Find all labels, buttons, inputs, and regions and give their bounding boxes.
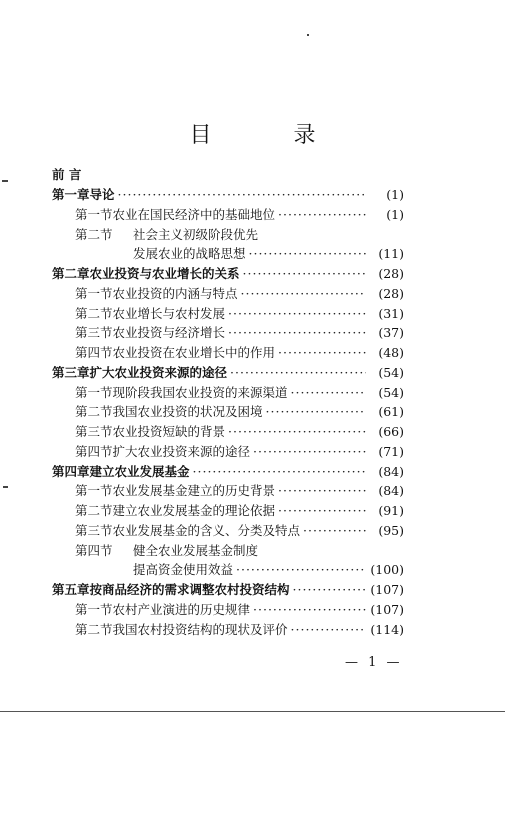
toc-page-number: (37) [378,325,404,341]
toc-section-entry [75,385,404,401]
toc-dot-leader [253,444,366,460]
toc-entry-continuation [133,246,404,262]
toc-entry-title: 建立农业发展基金 [89,463,190,479]
toc-entry-title: 农业投资在农业增长中的作用 [112,345,276,360]
toc-dot-leader [266,404,366,420]
toc-entry-label: 第一节 [75,483,113,499]
toc-page-number: (95) [378,522,404,538]
toc-page-number: (48) [378,345,404,360]
toc-dot-leader [253,602,366,618]
toc-chapter-entry [52,464,404,480]
toc-chapter-entry [52,266,404,282]
toc-page-number: (107) [370,582,404,597]
toc-entry-title: 农村产业演进的历史规律 [112,601,251,617]
page-title: 目 录 [189,123,346,148]
toc-entry-label: 第二节 [75,621,113,637]
toc-dot-leader [278,207,366,223]
toc-dot-leader [278,483,366,499]
toc-entry-title: 现阶段我国农业投资的来源渠道 [112,384,288,400]
toc-section-entry [75,227,404,243]
toc-entry-label: 第一章 [52,187,90,202]
toc-page-number: (84) [378,483,404,499]
toc-entry-title: 农业投资与农业增长的关系 [89,266,240,281]
toc-entry-continuation [133,562,404,578]
toc-page-number: (66) [378,424,404,439]
toc-entry-title: 扩大农业投资来源的途径 [112,443,251,459]
toc-entry-title: 农业发展基金的含义、分类及特点 [112,522,301,538]
toc-section-entry [75,503,404,519]
toc-entry-label: 第一节 [75,384,113,400]
toc-dot-leader [293,582,366,598]
toc-entry-label: 第五章 [52,582,90,597]
toc-section-entry [75,207,404,223]
toc-dot-leader [228,325,366,341]
toc-dot-leader [230,365,366,381]
toc-dot-leader [118,187,366,203]
toc-dot-leader [193,464,366,480]
toc-entry-label: 第四节 [75,345,113,360]
toc-page-number: (84) [378,463,404,479]
toc-section-entry [75,424,404,440]
toc-page-number: (1) [386,187,404,202]
toc-entry-label: 第四章 [52,463,90,479]
toc-entry-label: 第一节 [75,601,113,617]
toc-page-number: (11) [378,246,404,262]
toc-entry-label: 第二节 [75,503,113,518]
toc-section-entry [75,345,404,361]
toc-entry-label: 第三节 [75,522,113,538]
toc-dot-leader [236,562,366,578]
toc-section-entry [75,444,404,460]
toc-entry-title: 导论 [89,187,115,202]
toc-section-entry [75,286,404,302]
toc-section-entry [75,325,404,341]
toc-entry-title: 健全农业发展基金制度 [133,542,259,558]
toc-entry-label: 第二章 [52,266,90,281]
toc-dot-leader [243,266,366,282]
toc-section-entry [75,404,404,420]
bottom-rule [0,711,505,712]
toc-entry-label: 第四节 [75,443,113,459]
toc-page-number: (54) [378,384,404,400]
toc-dot-leader [228,306,366,322]
toc-page-number: (28) [378,285,404,301]
scan-mark [3,486,8,488]
toc-page-number: (114) [370,621,404,637]
toc-entry-title: 我国农村投资结构的现状及评价 [112,621,288,637]
toc-chapter-entry [52,582,404,598]
toc-dot-leader [228,424,366,440]
toc-entry-label: 第三章 [52,364,90,380]
toc-entry-label: 第二节 [75,226,113,242]
page-number: — 1 — [345,655,403,670]
toc-section-entry [75,622,404,638]
toc-entry-title: 我国农业投资的状况及困境 [112,404,263,420]
toc-entry-title: 农业投资的内涵与特点 [112,285,238,301]
toc-entry-title: 发展农业的战略思想 [133,246,246,262]
toc-page-number: (61) [378,404,404,420]
toc-page-number: (91) [378,503,404,518]
toc-entry-label: 第三节 [75,424,113,439]
toc-section-entry [75,523,404,539]
toc-entry-title: 农业发展基金建立的历史背景 [112,483,276,499]
toc-dot-leader [291,622,366,638]
toc-section-entry [75,306,404,322]
toc-page-number: (107) [370,601,404,617]
toc-page-number: (1) [386,206,404,222]
toc-chapter-entry [52,365,404,381]
toc-entry-label: 第三节 [75,325,113,341]
toc-dot-leader [241,286,366,302]
preface-entry [52,167,81,183]
toc-chapter-entry [52,187,404,203]
scan-mark [307,34,309,36]
toc-dot-leader [291,385,366,401]
toc-entry-label: 第二节 [75,305,113,321]
scan-mark [2,180,8,182]
toc-page-number: (71) [378,443,404,459]
toc-section-entry [75,543,404,559]
toc-dot-leader [278,503,366,519]
toc-entry-title: 建立农业发展基金的理论依据 [112,503,276,518]
toc-page-number: (28) [378,266,404,281]
toc-entry-title: 提高资金使用效益 [133,562,234,578]
toc-section-entry [75,602,404,618]
toc-entry-label: 第二节 [75,404,113,420]
toc-dot-leader [278,345,366,361]
toc-dot-leader [249,246,366,262]
toc-entry-label: 第一节 [75,285,113,301]
toc-entry-title: 农业在国民经济中的基础地位 [112,206,276,222]
toc-page-number: (100) [370,562,404,578]
toc-entry-title: 农业增长与农村发展 [112,305,226,321]
preface-label: 前 言 [52,167,82,182]
toc-entry-title: 扩大农业投资来源的途径 [89,364,228,380]
toc-entry-title: 农业投资短缺的背景 [112,424,226,439]
toc-section-entry [75,483,404,499]
toc-entry-title: 社会主义初级阶段优先 [133,226,259,242]
toc-entry-label: 第四节 [75,542,113,558]
toc-entry-label: 第一节 [75,206,113,222]
toc-dot-leader [303,523,366,539]
toc-page-number: (54) [378,364,404,380]
toc-entry-title: 按商品经济的需求调整农村投资结构 [89,582,290,597]
toc-entry-title: 农业投资与经济增长 [112,325,226,341]
toc-page-number: (31) [378,305,404,321]
